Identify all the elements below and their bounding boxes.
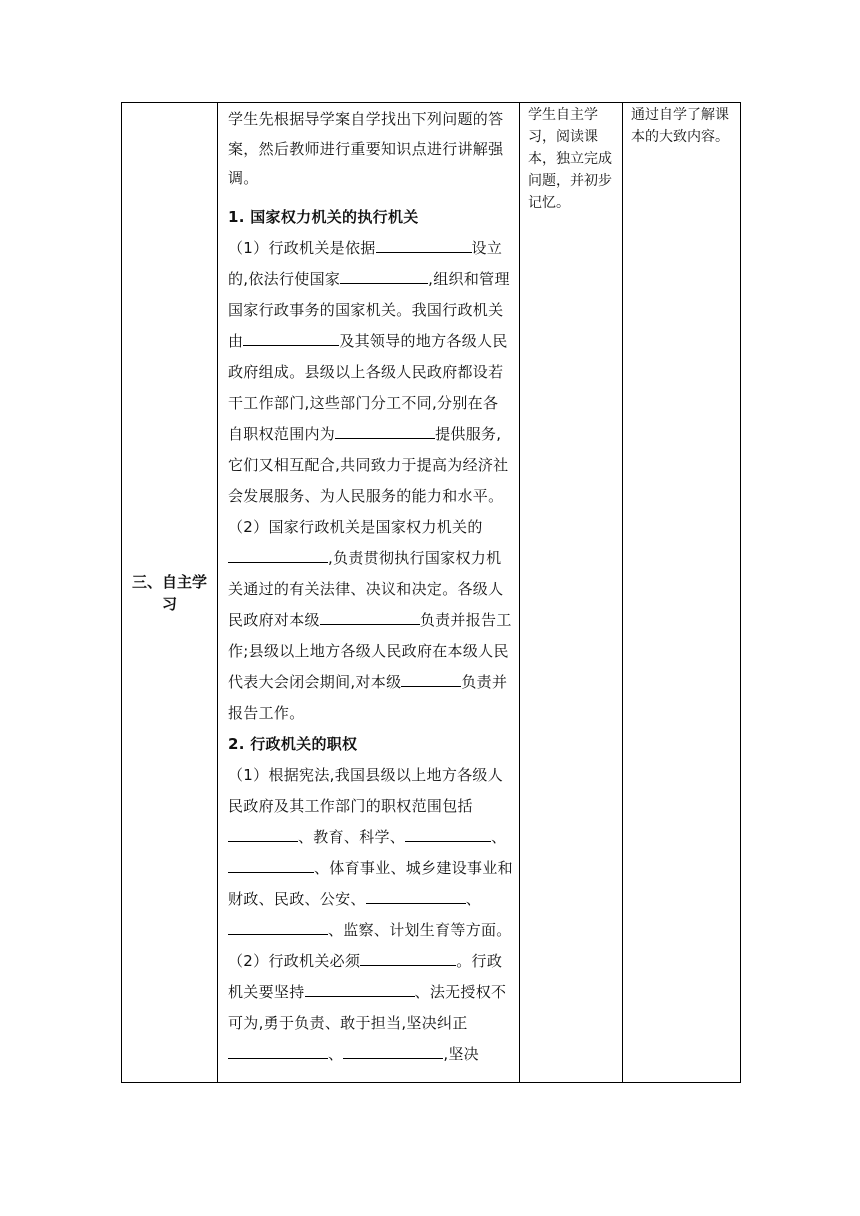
student-activity-text: 学生自主学习，阅读课本，独立完成问题，并初步记忆。 [528, 107, 612, 211]
fill-blank [228, 546, 328, 563]
text-run: 负责并报告工作;县级以上地方各级人民政府在本级人民代表大会闭会期间,对本级 [228, 610, 512, 691]
student-activity-cell [520, 103, 623, 1083]
fill-blank [340, 267, 428, 284]
text-run: ,组织和管理国家行政事务的国家机关。我国行政机关由 [228, 269, 510, 350]
design-intent-text: 通过自学了解课本的大致内容。 [631, 107, 729, 145]
section-cell [122, 103, 218, 1083]
fill-blank [343, 1042, 443, 1059]
section-label: 三、自主学习 [132, 572, 208, 613]
text-run: （2）行政机关必须 [228, 951, 361, 970]
text-run: 、监察、计划生育等方面。 [328, 920, 512, 939]
text-run: 、 [465, 889, 482, 908]
fill-blank [228, 856, 314, 873]
text-run: 、 [328, 1044, 344, 1063]
content-cell [218, 103, 520, 1083]
fill-blank [320, 608, 420, 625]
question-paragraph-1 [228, 233, 513, 512]
intro-paragraph: 学生先根据导学案自学找出下列问题的答案，然后教师进行重要知识点进行讲解强调。 [228, 110, 504, 187]
content-body [218, 103, 519, 1070]
fill-blank [243, 329, 339, 346]
question-paragraph-4 [228, 946, 513, 1070]
fill-blank [405, 825, 491, 842]
question-paragraph-3 [228, 760, 513, 946]
text-run: ,负责贯彻执行国家权力机关通过的有关法律、决议和决定。各级人民政府对本级 [228, 548, 504, 629]
text-run: 负责并报告工作。 [228, 672, 508, 722]
fill-blank [401, 670, 461, 687]
fill-blank [228, 1042, 328, 1059]
text-run: 设立的,依法行使国家 [228, 238, 503, 288]
fill-blank [360, 949, 456, 966]
text-run: （1）根据宪法,我国县级以上地方各级人民政府及其工作部门的职权范围包括 [228, 765, 504, 815]
text-run: 、 [491, 827, 507, 846]
fill-blank [366, 887, 466, 904]
text-run: 、体育事业、城乡建设事业和财政、民政、公安、 [228, 858, 513, 908]
fill-blank [228, 918, 328, 935]
text-run: 及其领导的地方各级人民政府组成。县级以上各级人民政府都设若干工作部门,这些部门分工不同,分别在各自职权范围内为 [228, 331, 508, 443]
text-run: ,坚决 [443, 1044, 479, 1063]
fill-blank [376, 236, 472, 253]
text-run: 、教育、科学、 [298, 827, 406, 846]
heading-powers: 2. 行政机关的职权 [228, 734, 358, 753]
heading-executive-organ: 1. 国家权力机关的执行机关 [228, 207, 419, 226]
fill-blank [305, 980, 415, 997]
text-run: 提供服务,它们又相互配合,共同致力于提高为经济社会发展服务、为人民服务的能力和水平。 [228, 424, 509, 505]
question-paragraph-2 [228, 512, 513, 729]
text-run: （2）国家行政机关是国家权力机关的 [228, 517, 483, 536]
table-row [122, 103, 741, 1083]
text-run: （1）行政机关是依据 [228, 238, 376, 257]
lesson-plan-table [121, 102, 741, 1083]
fill-blank [228, 825, 298, 842]
fill-blank [335, 422, 435, 439]
text-run: 、法无授权不可为,勇于负责、敢于担当,坚决纠正 [228, 982, 507, 1032]
design-intent-cell [623, 103, 741, 1083]
text-run: 。行政机关要坚持 [228, 951, 503, 1001]
